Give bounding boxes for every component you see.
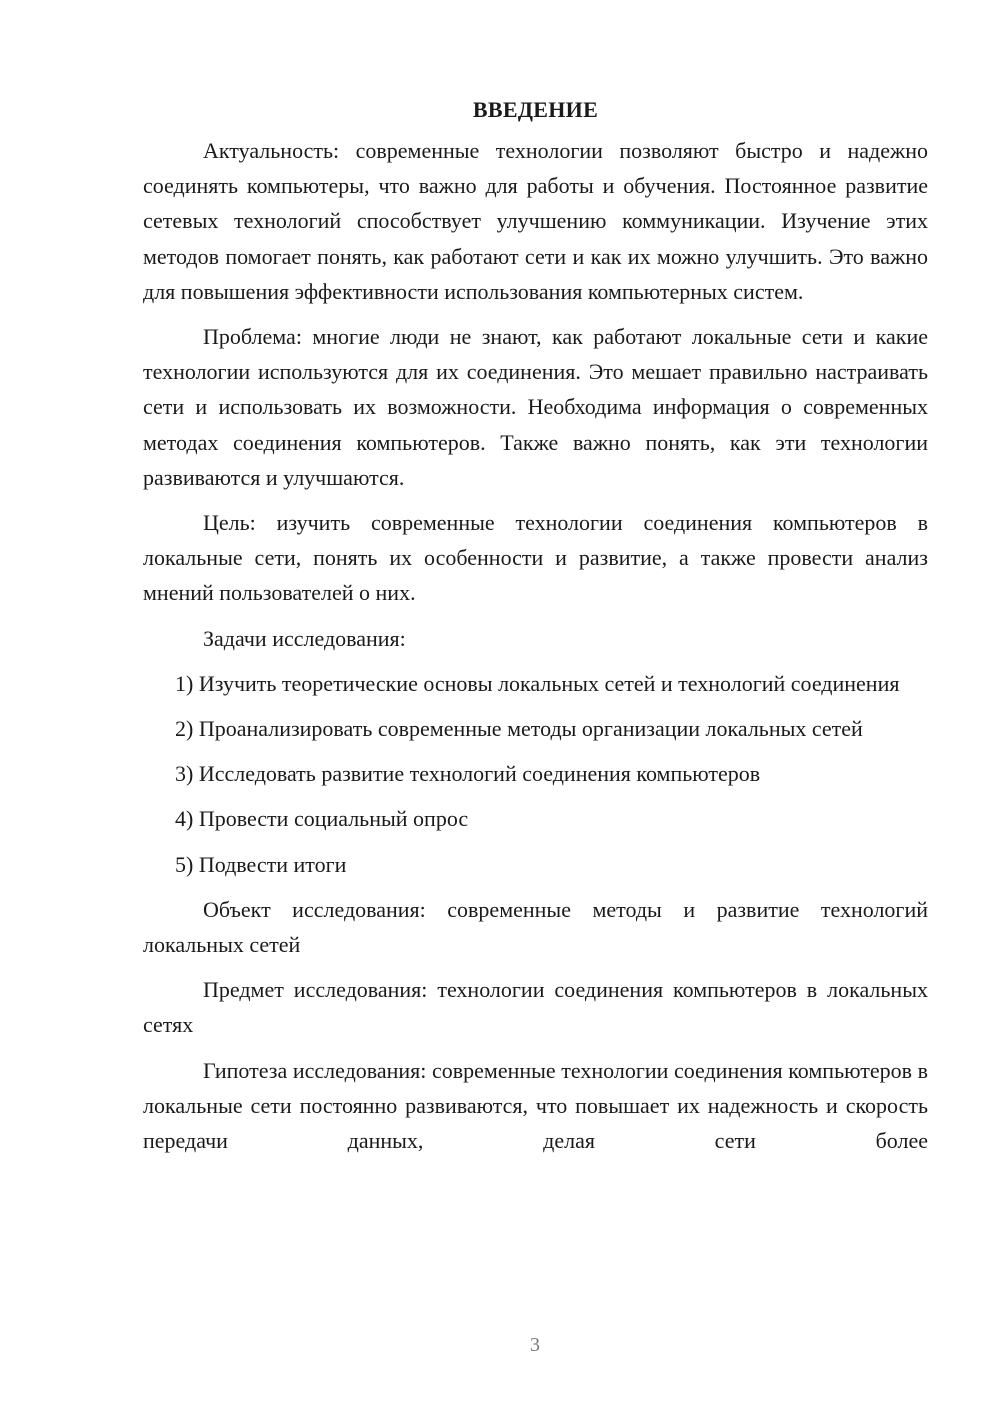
hypothesis-paragraph: Гипотеза исследования: современные технологии соединения компьютеров в локальные сети постоянно развиваются, что повышает их надежность и скорость передачи данных, делая сети более	[143, 1057, 928, 1154]
document-page	[143, 92, 928, 1168]
list-item: 4) Провести социальный опрос	[175, 806, 469, 832]
list-item: 3) Исследовать развитие технологий соединения компьютеров	[175, 761, 761, 787]
subject-paragraph: Предмет исследования: технологии соединения компьютеров в локальных сетях	[143, 977, 928, 1038]
list-item: 5) Подвести итоги	[175, 851, 347, 877]
object-paragraph: Объект исследования: современные методы и развитие технологий локальных сетей	[143, 896, 928, 958]
tasks-title: Задачи исследования:	[203, 625, 406, 651]
page-number: 3	[530, 1334, 540, 1356]
goal-paragraph: Цель: изучить современные технологии соединения компьютеров в локальные сети, понять их особенности и развитие, а также провести анализ мнений пользователей о них.	[143, 510, 928, 606]
page-title: ВВЕДЕНИЕ	[472, 97, 599, 122]
problem-paragraph: Проблема: многие люди не знают, как работают локальные сети и какие технологии используются для их соединения. Это мешает правильно настраивать сети и использовать их возможности. Необходима информация о современных методах соединения компьютеров. Также важно понять, как эти технологии развиваются и улучшаются.	[143, 324, 928, 490]
list-item: 2) Проанализировать современные методы организации локальных сетей	[175, 716, 863, 742]
relevance-paragraph: Актуальность: современные технологии позволяют быстро и надежно соединять компьютеры, что важно для работы и обучения. Постоянное развитие сетевых технологий способствует улучшению коммуникации. Изучение этих методов помогает понять, как работают сети и как их можно улучшить. Это важно для повышения эффективности использования компьютерных систем.	[143, 138, 928, 304]
list-item: 1) Изучить теоретические основы локальных сетей и технологий соединения	[175, 670, 900, 696]
